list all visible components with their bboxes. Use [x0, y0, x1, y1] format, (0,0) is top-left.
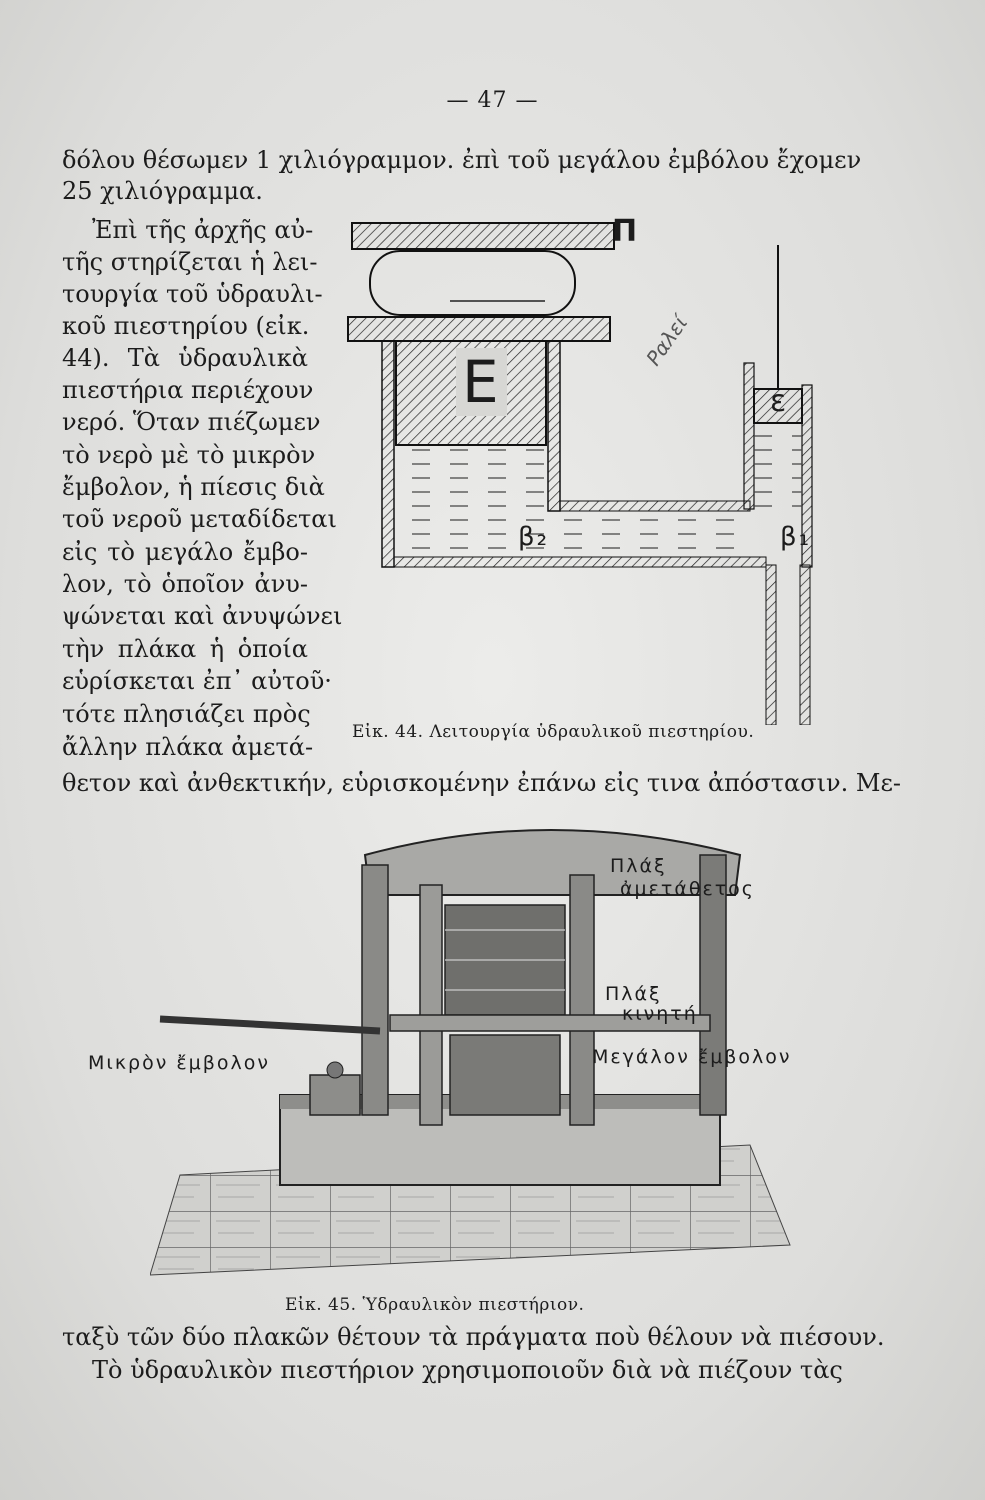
fixed-plate: [352, 223, 614, 249]
text-line: τοῦ νεροῦ μεταδίδεται: [62, 505, 337, 533]
label-large-piston: Ε: [456, 348, 507, 416]
text-line: 25 χιλιόγραμμα.: [62, 177, 263, 205]
label-plate-pi: Π: [612, 214, 640, 249]
figure-45-caption: Εἰκ. 45. Ὑδραυλικὸν πιεστήριον.: [285, 1295, 585, 1315]
text-line: λον, τὸ ὁποῖον ἀνυ-: [62, 570, 308, 598]
label-moving-plate: Πλάξ: [605, 983, 662, 1005]
text-line: δόλου θέσωμεν 1 χιλιόγραμμον. ἐπὶ τοῦ μεγάλου ἐμβόλου ἔχομεν: [62, 146, 862, 174]
label-b1: β₁: [780, 522, 812, 552]
text-line: θετον καὶ ἀνθεκτικήν, εὑρισκομένην ἐπάνω εἰς τινα ἀπόστασιν. Με-: [62, 769, 901, 797]
svg-text:Ραλεί: Ραλεί: [641, 311, 693, 370]
text-line: Ἐπὶ τῆς ἀρχῆς αὐ-: [92, 216, 314, 244]
text-line: νερό. Ὅταν πιέζωμεν: [62, 408, 321, 436]
text-line: τὸ νερὸ μὲ τὸ μικρὸν: [62, 441, 316, 469]
text-line: Τὸ ὑδραυλικὸν πιεστήριον χρησιμοποιοῦν διὰ νὰ πιέζουν τὰς: [92, 1356, 843, 1384]
text-line: τῆς στηρίζεται ἡ λει-: [62, 248, 318, 276]
label-small-piston: ε: [770, 384, 789, 419]
text-line: κοῦ πιεστηρίου (εἰκ.: [62, 312, 310, 340]
figure-44-caption: Εἰκ. 44. Λειτουργία ὑδραυλικοῦ πιεστηρίου.: [352, 722, 755, 742]
label-small-piston-45: Μικρὸν ἔμβολον: [88, 1052, 270, 1074]
figure-44-diagram: [330, 205, 830, 725]
text-line: ἔμβολον, ἡ πίεσις διὰ: [62, 473, 325, 501]
moving-plate: [348, 317, 610, 341]
page-number: — 47 —: [446, 88, 539, 113]
label-moving-plate-2: κινητή: [622, 1003, 698, 1025]
label-fixed-plate-2: ἀμετάθετος: [620, 878, 755, 900]
text-line: ἄλλην πλάκα ἀμετά-: [62, 733, 314, 761]
label-large-piston-45: Μεγάλον ἔμβολον: [592, 1046, 792, 1068]
text-line: εὑρίσκεται ἐπ᾿ αὐτοῦ·: [62, 667, 332, 695]
text-line: τὴν πλάκα ἡ ὁποία: [62, 635, 308, 663]
text-line: εἰς τὸ μεγάλο ἔμβο-: [62, 538, 308, 566]
text-line: τουργία τοῦ ὑδραυλι-: [62, 280, 323, 308]
label-b2: β₂: [518, 522, 550, 552]
text-line: ταξὺ τῶν δύο πλακῶν θέτουν τὰ πράγματα ποὺ θέλουν νὰ πιέσουν.: [62, 1323, 885, 1351]
text-line: τότε πλησιάζει πρὸς: [62, 700, 311, 728]
text-line: ψώνεται καὶ ἀνυψώνει: [62, 602, 343, 630]
text-line: 44). Τὰ ὑδραυλικὰ: [62, 344, 308, 372]
text-line: πιεστήρια περιέχουν: [62, 376, 314, 404]
pressed-object: [370, 251, 575, 315]
label-fixed-plate: Πλάξ: [610, 855, 667, 877]
